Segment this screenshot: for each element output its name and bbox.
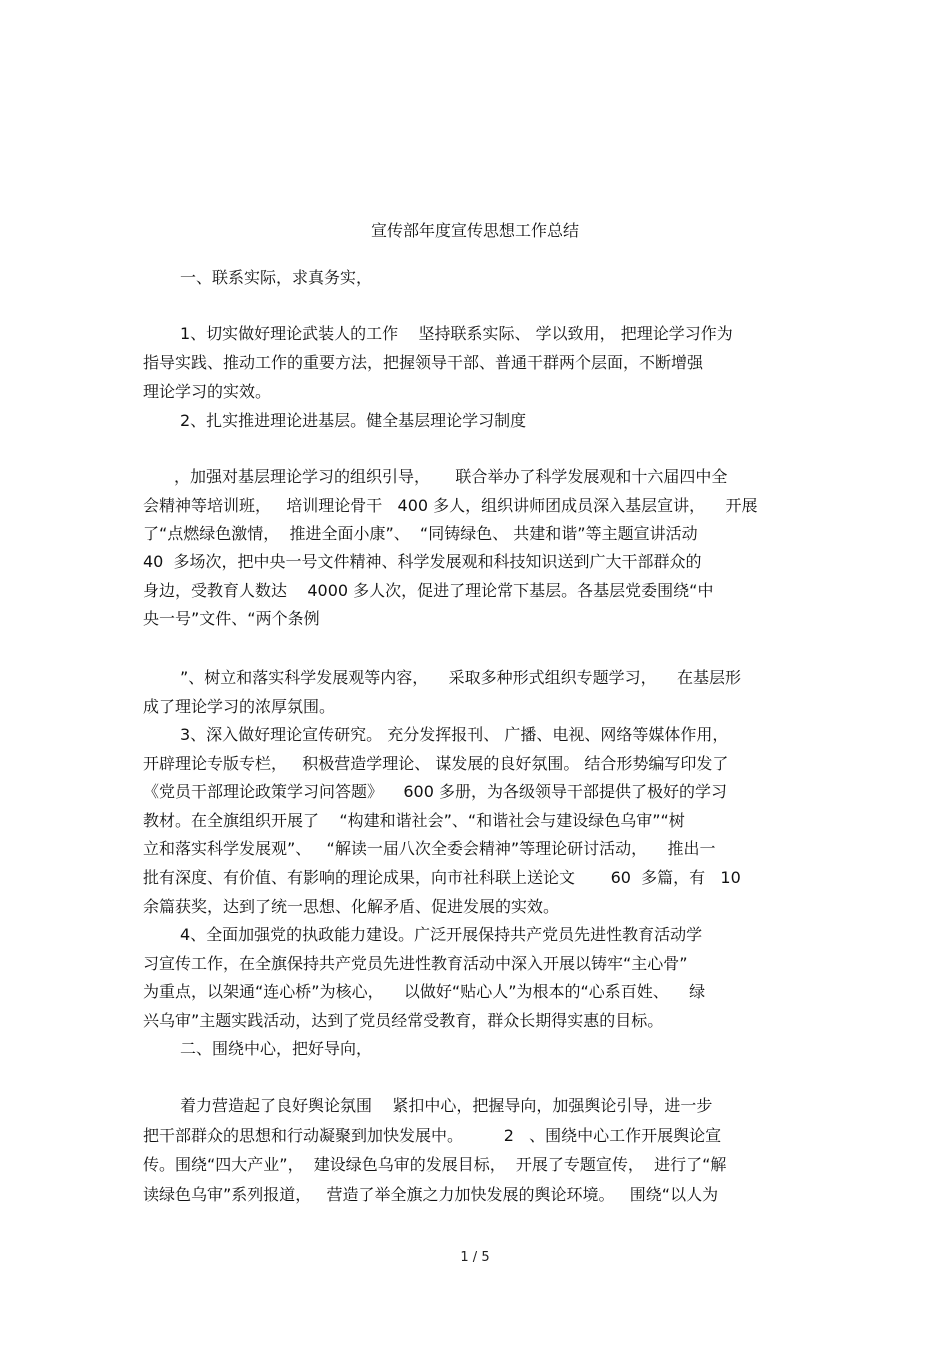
paragraph-line: 成了理论学习的浓厚氛围。 (143, 697, 336, 716)
paragraph-line: 《党员干部理论政策学习问答题》 600 多册，为各级领导干部提供了极好的学习 (143, 782, 727, 801)
paragraph-line: 指导实践、推动工作的重要方法，把握领导干部、普通干群两个层面，不断增强 (143, 353, 704, 372)
section-heading: 一、联系实际，求真务实， (180, 268, 373, 287)
page-number: 1 / 5 (460, 1250, 490, 1265)
paragraph-line: ”、树立和落实科学发展观等内容， 采取多种形式组织专题学习， 在基层形 (180, 668, 741, 687)
paragraph-line: 2、扎实推进理论进基层。健全基层理论学习制度 (180, 411, 527, 430)
paragraph-line: 着力营造起了良好舆论氛围 紧扣中心，把握导向，加强舆论引导，进一步 (180, 1096, 713, 1115)
paragraph-line: 4、全面加强党的执政能力建设。广泛开展保持共产党员先进性教育活动学 (180, 925, 703, 944)
paragraph-line: 兴乌审”主题实践活动，达到了党员经常受教育，群众长期得实惠的目标。 (143, 1011, 664, 1030)
paragraph-line: 读绿色乌审”系列报道， 营造了举全旗之力加快发展的舆论环境。 围绕“以人为 (143, 1185, 719, 1204)
paragraph-line: 身边，受教育人数达 4000 多人次，促进了理论常下基层。各基层党委围绕“中 (143, 581, 714, 600)
document-title: 宣传部年度宣传思想工作总结 (370, 221, 579, 240)
paragraph-line: 立和落实科学发展观”、 “解读一届八次全委会精神”等理论研讨活动， 推出一 (143, 839, 716, 858)
paragraph-line: 教材。在全旗组织开展了 “构建和谐社会”、“和谐社会与建设绿色乌审”“树 (143, 811, 685, 830)
section-heading: 二、围绕中心，把好导向， (180, 1039, 373, 1058)
paragraph-line: 开辟理论专版专栏， 积极营造学理论、 谋发展的良好氛围。 结合形势编写印发了 (143, 754, 729, 773)
paragraph-line: 理论学习的实效。 (143, 382, 272, 401)
paragraph-line: 40 多场次，把中央一号文件精神、科学发展观和科技知识送到广大干部群众的 (143, 552, 702, 571)
paragraph-line: 余篇获奖，达到了统一思想、化解矛盾、促进发展的实效。 (143, 897, 560, 916)
paragraph-line: 批有深度、有价值、有影响的理论成果，向市社科联上送论文 60 多篇，有 10 (143, 868, 741, 887)
paragraph-line: 了“点燃绿色激情， 推进全面小康”、 “同铸绿色、 共建和谐”等主题宣讲活动 (143, 524, 698, 543)
paragraph-line: ，加强对基层理论学习的组织引导， 联合举办了科学发展观和十六届四中全 (174, 467, 728, 486)
paragraph-line: 习宣传工作，在全旗保持共产党员先进性教育活动中深入开展以铸牢“主心骨” (143, 954, 688, 973)
paragraph-line: 央一号”文件、“两个条例 (143, 609, 320, 628)
paragraph-line: 把干部群众的思想和行动凝聚到加快发展中。 2 、围绕中心工作开展舆论宣 (143, 1126, 722, 1145)
paragraph-line: 3、深入做好理论宣传研究。 充分发挥报刊、 广播、电视、网络等媒体作用， (180, 725, 729, 744)
paragraph-line: 传。围绕“四大产业”， 建设绿色乌审的发展目标， 开展了专题宣传， 进行了“解 (143, 1155, 727, 1174)
paragraph-line: 为重点，以架通“连心桥”为核心， 以做好“贴心人”为根本的“心系百姓、 绿 (143, 982, 706, 1001)
paragraph-line: 1、切实做好理论武装人的工作 坚持联系实际、 学以致用， 把理论学习作为 (180, 324, 733, 343)
paragraph-line: 会精神等培训班， 培训理论骨干 400 多人，组织讲师团成员深入基层宣讲， 开展 (143, 496, 758, 515)
